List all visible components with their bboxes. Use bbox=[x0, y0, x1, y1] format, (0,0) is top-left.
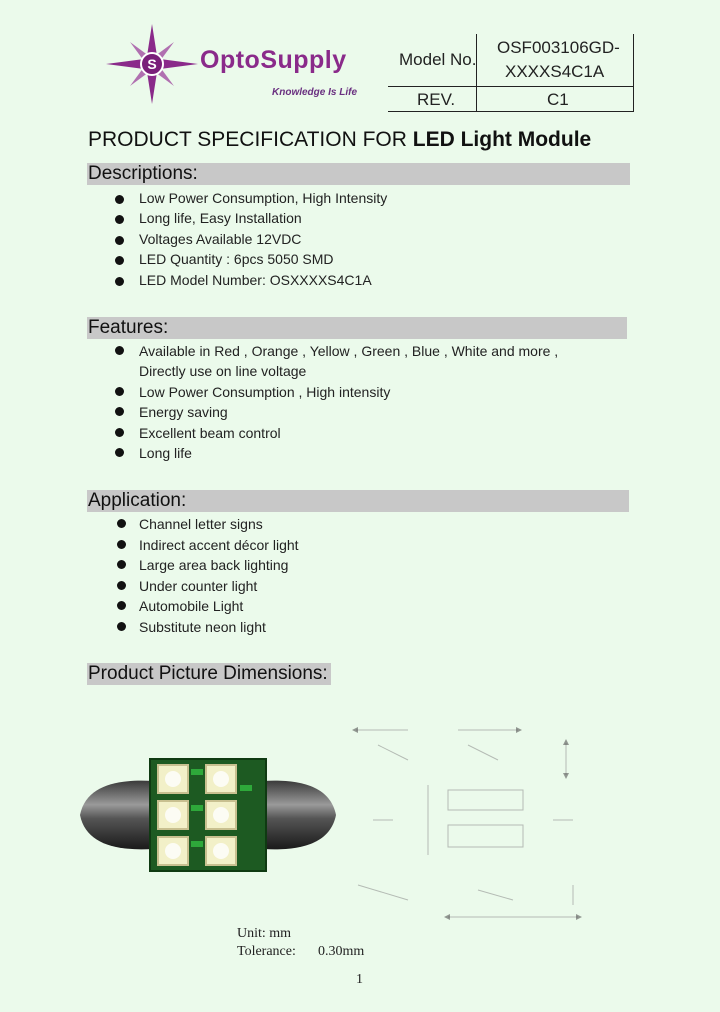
description-item: Low Power Consumption, High Intensity bbox=[139, 190, 388, 206]
description-item: Long life, Easy Installation bbox=[139, 210, 302, 226]
tolerance-value: 0.30mm bbox=[318, 944, 365, 959]
feature-item: Long life bbox=[139, 445, 192, 461]
bullet-icon bbox=[115, 428, 124, 437]
model-label: Model No. bbox=[399, 50, 477, 69]
features-heading: Features: bbox=[88, 317, 169, 338]
description-item: Voltages Available 12VDC bbox=[139, 231, 302, 247]
bullet-icon bbox=[117, 560, 126, 569]
application-item: Substitute neon light bbox=[139, 619, 266, 635]
brand-name: OptoSupply bbox=[200, 46, 347, 74]
bullet-icon bbox=[115, 195, 124, 204]
application-item: Channel letter signs bbox=[139, 516, 263, 532]
description-item: LED Model Number: OSXXXXS4C1A bbox=[139, 272, 372, 288]
application-heading: Application: bbox=[88, 490, 187, 511]
dimension-drawing bbox=[348, 705, 598, 920]
application-item: Automobile Light bbox=[139, 598, 244, 614]
descriptions-heading: Descriptions: bbox=[88, 163, 198, 184]
model-info-table bbox=[388, 34, 634, 112]
bullet-icon bbox=[115, 407, 124, 416]
feature-item: Available in Red , Orange , Yellow , Green , Blue , White and more , bbox=[139, 343, 559, 359]
application-item: Indirect accent décor light bbox=[139, 537, 299, 553]
title-bold: LED Light Module bbox=[412, 128, 592, 151]
bullet-icon bbox=[117, 622, 126, 631]
feature-item-continuation: Directly use on line voltage bbox=[139, 363, 307, 379]
feature-item: Energy saving bbox=[139, 404, 228, 420]
description-item: LED Quantity : 6pcs 5050 SMD bbox=[139, 251, 334, 267]
model-value-line1: OSF003106GD- bbox=[497, 38, 620, 57]
bullet-icon bbox=[117, 519, 126, 528]
bullet-icon bbox=[117, 581, 126, 590]
bullet-icon bbox=[115, 448, 124, 457]
unit-note: Unit: mm bbox=[237, 926, 292, 941]
application-item: Under counter light bbox=[139, 578, 258, 594]
svg-text:S: S bbox=[147, 56, 157, 72]
model-value-line2: XXXXS4C1A bbox=[505, 62, 605, 81]
bullet-icon bbox=[115, 346, 124, 355]
tagline: Knowledge Is Life bbox=[272, 87, 358, 98]
product-photo bbox=[78, 745, 338, 885]
rev-label: REV. bbox=[417, 90, 456, 109]
bullet-icon bbox=[115, 256, 124, 265]
bullet-icon bbox=[117, 540, 126, 549]
bullet-icon bbox=[117, 601, 126, 610]
bullet-icon bbox=[115, 387, 124, 396]
feature-item: Low Power Consumption , High intensity bbox=[139, 384, 391, 400]
page-title bbox=[88, 128, 591, 152]
dimensions-heading: Product Picture Dimensions: bbox=[88, 663, 328, 684]
bullet-icon bbox=[115, 215, 124, 224]
page-number: 1 bbox=[356, 972, 363, 987]
rev-value: C1 bbox=[547, 90, 569, 109]
title-prefix: PRODUCT SPECIFICATION FOR bbox=[88, 128, 413, 151]
bullet-icon bbox=[115, 236, 124, 245]
tolerance-label: Tolerance: bbox=[237, 944, 296, 959]
application-item: Large area back lighting bbox=[139, 557, 289, 573]
bullet-icon bbox=[115, 277, 124, 286]
feature-item: Excellent beam control bbox=[139, 425, 281, 441]
